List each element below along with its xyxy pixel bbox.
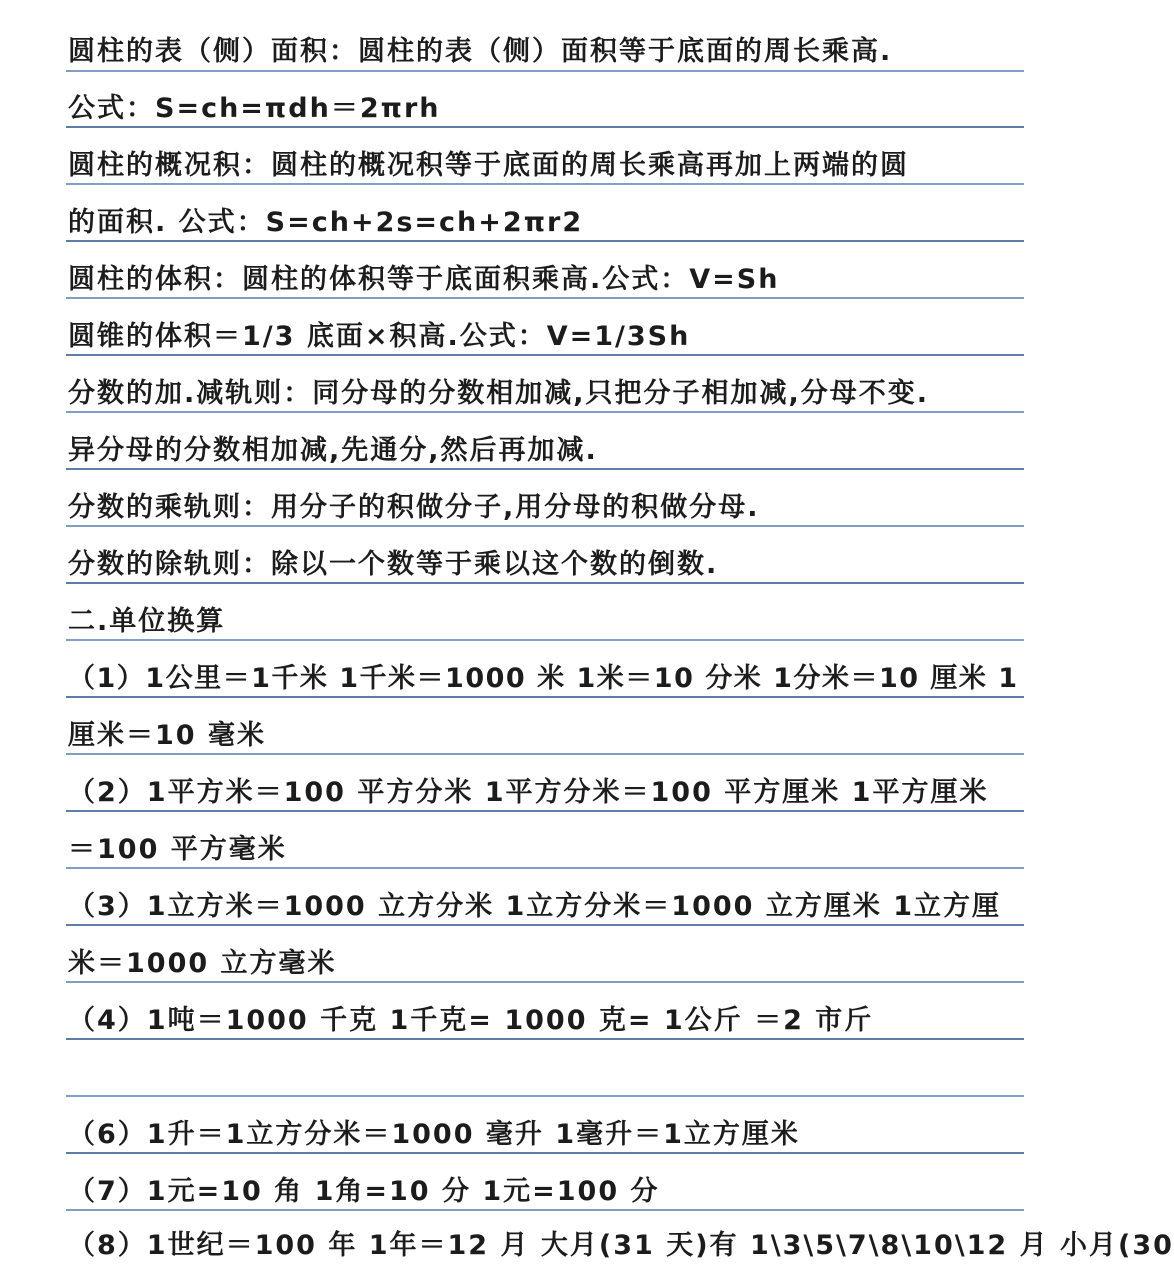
text-line-4: 的面积. 公式：S=ch+2s=ch+2πr2: [68, 207, 584, 238]
ruled-line: [66, 70, 1024, 72]
text-line-15: ＝100 平方毫米: [68, 834, 287, 865]
text-line-3: 圆柱的概况积：圆柱的概况积等于底面的周长乘高再加上两端的圆: [68, 150, 909, 181]
text-line-1: 圆柱的表（侧）面积：圆柱的表（侧）面积等于底面的周长乘高.: [68, 36, 893, 67]
text-line-8: 异分母的分数相加减,先通分,然后再加减.: [68, 435, 598, 466]
ruled-line: [66, 753, 1024, 755]
ruled-line: [66, 867, 1024, 869]
text-line-22-partial: （8）1世纪＝100 年 1年＝12 月 大月(31 天)有 1\3\5\7\8\10\12 月 小月(30: [68, 1230, 1174, 1261]
text-line-17: 米＝1000 立方毫米: [68, 948, 337, 979]
ruled-line: [66, 1095, 1024, 1097]
text-line-16: （3）1立方米＝1000 立方分米 1立方分米＝1000 立方厘米 1立方厘: [68, 891, 1002, 922]
text-line-9: 分数的乘轨则：用分子的积做分子,用分母的积做分母.: [68, 492, 760, 523]
text-line-20: （6）1升＝1立方分米＝1000 毫升 1毫升＝1立方厘米: [68, 1119, 800, 1150]
section-heading: 二.单位换算: [68, 606, 226, 637]
ruled-line: [66, 468, 1024, 470]
text-line-7: 分数的加.减轨则：同分母的分数相加减,只把分子相加减,分母不变.: [68, 378, 930, 409]
text-line-14: （2）1平方米＝100 平方分米 1平方分米＝100 平方厘米 1平方厘米: [68, 777, 989, 808]
text-line-2: 公式：S=ch=πdh＝2πrh: [68, 93, 441, 124]
ruled-line: [66, 1209, 1024, 1211]
ruled-line: [66, 183, 1024, 185]
text-line-12: （1）1公里＝1千米 1千米＝1000 米 1米＝10 分米 1分米＝10 厘米 1: [68, 663, 1019, 694]
text-line-5: 圆柱的体积：圆柱的体积等于底面积乘高.公式：V=Sh: [68, 264, 780, 295]
ruled-line: [66, 924, 1024, 926]
text-line-13: 厘米＝10 毫米: [68, 720, 266, 751]
ruled-line: [66, 297, 1024, 299]
ruled-line: [66, 810, 1024, 812]
ruled-line: [66, 240, 1024, 242]
ruled-line: [66, 981, 1024, 983]
ruled-line: [66, 696, 1024, 698]
ruled-line: [66, 582, 1024, 584]
text-line-21: （7）1元=10 角 1角=10 分 1元=100 分: [68, 1176, 660, 1207]
ruled-line: [66, 1038, 1024, 1040]
ruled-line: [66, 411, 1024, 413]
ruled-line: [66, 126, 1024, 128]
ruled-line: [66, 1152, 1024, 1154]
ruled-line: [66, 639, 1024, 641]
text-line-6: 圆锥的体积＝1/3 底面×积高.公式：V=1/3Sh: [68, 321, 691, 352]
text-line-18: （4）1吨＝1000 千克 1千克= 1000 克= 1公斤 ＝2 市斤: [68, 1005, 874, 1036]
ruled-line: [66, 525, 1024, 527]
text-line-10: 分数的除轨则：除以一个数等于乘以这个数的倒数.: [68, 549, 719, 580]
ruled-line: [66, 354, 1024, 356]
